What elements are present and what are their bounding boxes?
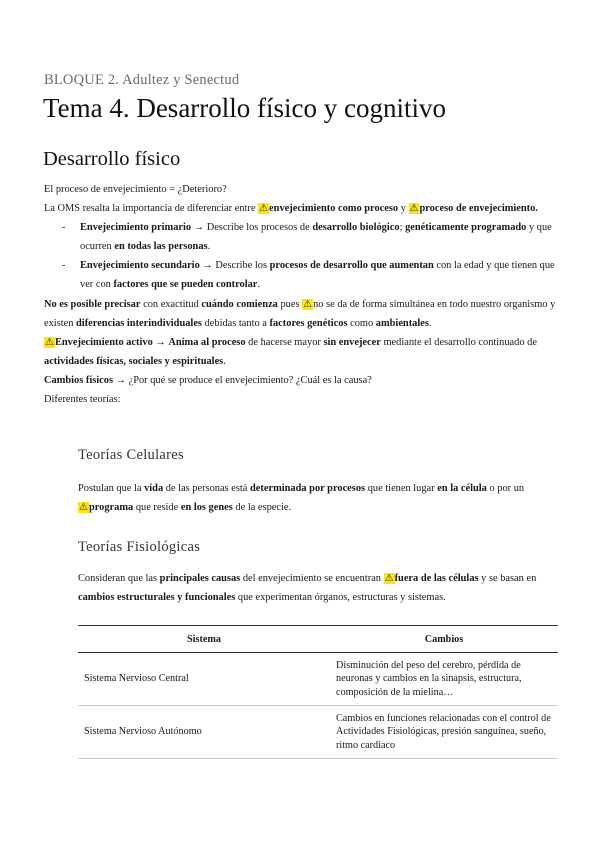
paragraph-cambios: Cambios físicos → ¿Por qué se produce el envejecimiento? ¿Cuál es la causa? (44, 374, 372, 386)
table-header-row (78, 626, 558, 653)
paragraph-celulares: Postulan que la vida de las personas está determinada por procesos que tienen lugar en la célula o por un ⚠programa que reside en los genes de la especie. (78, 483, 525, 514)
subsection-title-celulares: Teorías Celulares (78, 447, 184, 463)
table-cell-cambios: Disminución del peso del cerebro, pérdida de neuronas y cambios en la sinapsis, estructura, composición de la mielina… (330, 653, 558, 706)
block-label: BLOQUE 2. Adultez y Senectud (44, 72, 240, 88)
systems-table (78, 625, 558, 759)
table-row (78, 706, 558, 759)
paragraph-activo: ⚠Envejecimiento activo → Anima al proceso de hacerse mayor sin envejecer mediante el desarrollo continuado de actividades físicas, sociales y espirituales. (44, 336, 537, 367)
page-title: Tema 4. Desarrollo físico y cognitivo (43, 93, 447, 123)
table-cell-sistema: Sistema Nervioso Central (78, 653, 330, 706)
warning-icon: ⚠ (409, 203, 419, 215)
table-row (78, 653, 558, 706)
list-item: - Envejecimiento primario → Describe los procesos de desarrollo biológico; genéticamente programado y que ocurren en todas las personas. (80, 218, 564, 256)
paragraph-precisar: No es posible precisar con exactitud cuándo comienza pues ⚠no se da de forma simultánea en todo nuestro organismo y existen diferencias interindividuales debidas tanto a factores genéticos como ambientales. (44, 298, 556, 329)
warning-icon: ⚠ (259, 203, 269, 215)
warning-icon: ⚠ (303, 298, 313, 310)
paragraph-oms: La OMS resalta la importancia de diferenciar entre ⚠envejecimiento como proceso y ⚠proceso de envejecimiento. (44, 203, 538, 215)
subsection-title-fisiologicas: Teorías Fisiológicas (78, 539, 201, 555)
warning-icon: ⚠ (384, 573, 394, 584)
paragraph-fisiologicas: Consideran que las principales causas del envejecimiento se encuentran ⚠fuera de las células y se basan en cambios estructurales y funcionales que experimentan órganos, estructuras y sistemas. (78, 573, 537, 604)
table-cell-cambios: Cambios en funciones relacionadas con el control de Actividades Fisiológicas, presión sanguínea, sueño, ritmo cardiaco (330, 706, 558, 759)
paragraph-teorias: Diferentes teorías: (44, 394, 121, 406)
warning-icon: ⚠ (45, 336, 54, 348)
section-title: Desarrollo físico (43, 148, 181, 170)
section-body (44, 180, 564, 409)
column-header-cambios: Cambios (330, 626, 558, 653)
paragraph-deterioro: El proceso de envejecimiento = ¿Deterioro? (44, 184, 227, 195)
warning-icon: ⚠ (79, 502, 88, 514)
list-item: - Envejecimiento secundario → Describe los procesos de desarrollo que aumentan con la edad y que tienen que ver con factores que se pueden controlar. (80, 256, 564, 294)
table-cell-sistema: Sistema Nervioso Autónomo (78, 706, 330, 759)
column-header-sistema: Sistema (78, 626, 330, 653)
aging-types-list (44, 218, 564, 294)
